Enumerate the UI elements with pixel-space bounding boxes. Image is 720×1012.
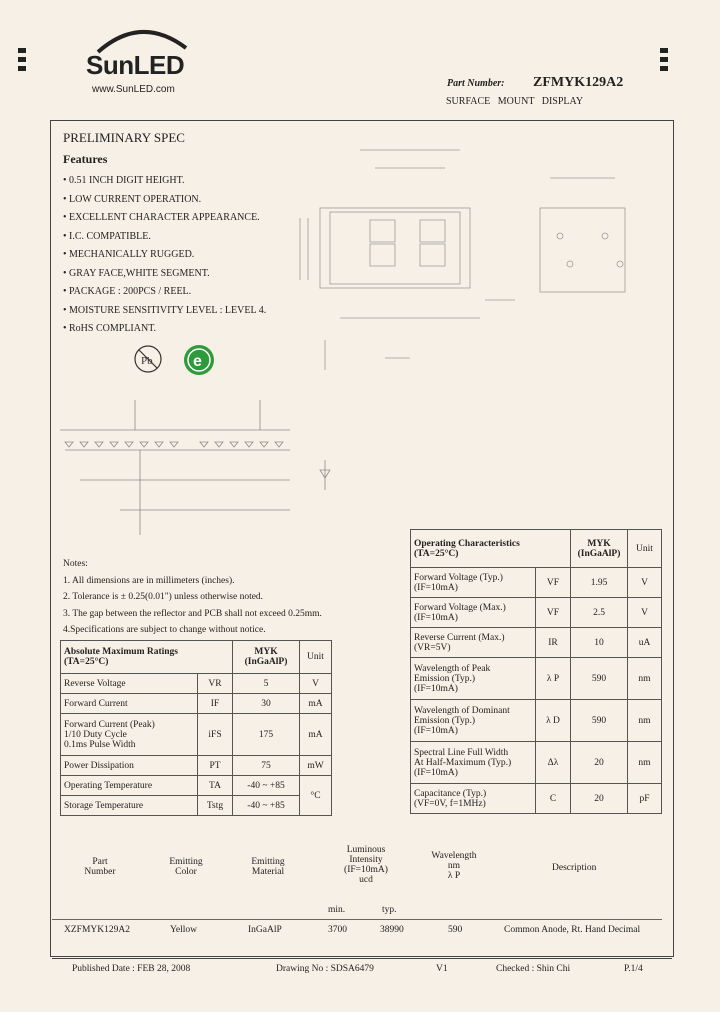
- row-description: Common Anode, Rt. Hand Decimal: [504, 925, 641, 935]
- svg-text:Pb: Pb: [141, 355, 153, 367]
- product-subtitle: SURFACE MOUNT DISPLAY: [446, 96, 584, 107]
- dimension-drawing-svg: [300, 140, 670, 380]
- spec-title: PRELIMINARY SPEC: [63, 130, 185, 145]
- row-color: Yellow: [170, 925, 198, 935]
- note-item: 2. Tolerance is ± 0.25(0.01") unless otherwise noted.: [63, 592, 264, 602]
- operating-characteristics-table: [410, 529, 662, 814]
- feature-item: • I.C. COMPATIBLE.: [63, 230, 151, 242]
- brand-url: www.SunLED.com: [92, 84, 175, 95]
- notes-block: [63, 556, 322, 639]
- features-title: Features: [63, 152, 108, 166]
- row-part-number: XZFMYK129A2: [64, 925, 130, 935]
- table-header-cell: Unit: [628, 530, 662, 568]
- feature-item: • RoHS COMPLIANT.: [63, 323, 157, 334]
- table-row: Operating Temperature TA -40 ~ +85 °C: [61, 776, 332, 796]
- circuit-diagram: [60, 390, 360, 555]
- note-item: 4.Specifications are subject to change without notice.: [63, 625, 266, 635]
- note-item: 3. The gap between the reflector and PCB shall not exceed 0.25mm.: [63, 608, 322, 619]
- row-wavelength: 590: [448, 925, 463, 935]
- drawing-number: Drawing No : SDSA6479: [276, 964, 374, 974]
- table-header-row: [411, 530, 662, 568]
- col-description-header: Description: [552, 863, 597, 873]
- table-row: Storage Temperature Tstg -40 ~ +85: [61, 796, 332, 816]
- table-row: Wavelength of Dominant Emission (Typ.) (IF=10mA) λ D 590 nm: [411, 700, 662, 742]
- notes-title: Notes:: [63, 559, 88, 569]
- table-header-cell: Absolute Maximum Ratings (TA=25°C): [61, 641, 233, 674]
- table-row: Spectral Line Full Width At Half-Maximum (Typ.) (IF=10mA) Δλ 20 nm: [411, 742, 662, 784]
- absolute-max-ratings-table: [60, 640, 332, 816]
- sunled-logo: [86, 22, 196, 82]
- table-row: Forward Voltage (Typ.) (IF=10mA) VF 1.95 V: [411, 568, 662, 598]
- rohs-badge: [182, 343, 216, 377]
- part-info-table: [52, 845, 672, 941]
- feature-item: • MOISTURE SENSITIVITY LEVEL : LEVEL 4.: [63, 304, 267, 316]
- table-row: Capacitance (Typ.) (VF=0V, f=1MHz) C 20 pF: [411, 784, 662, 814]
- min-label: min.: [328, 905, 346, 915]
- col-color-header: Emitting Color: [169, 857, 203, 877]
- page-number: P.1/4: [624, 964, 643, 974]
- features-list: [63, 172, 266, 339]
- table-row: Wavelength of Peak Emission (Typ.) (IF=10mA) λ P 590 nm: [411, 658, 662, 700]
- pb-free-icon: [133, 344, 163, 374]
- table-header-cell: Unit: [300, 641, 332, 674]
- circuit-diagram-svg: [60, 390, 360, 550]
- row-typ: 38990: [380, 925, 404, 935]
- part-number-label: Part Number:: [447, 78, 505, 89]
- published-date: Published Date : FEB 28, 2008: [72, 964, 191, 974]
- feature-item: • 0.51 INCH DIGIT HEIGHT.: [63, 175, 185, 186]
- col-luminous-header: Luminous Intensity (IF=10mA) ucd: [344, 845, 388, 885]
- pb-free-badge: [133, 344, 163, 374]
- table-row: Reverse Voltage VR 5 V: [61, 674, 332, 694]
- table-divider: [52, 919, 662, 920]
- svg-text:e: e: [193, 353, 202, 370]
- note-item: 1. All dimensions are in millimeters (inches).: [63, 575, 235, 586]
- col-material-header: Emitting Material: [251, 857, 285, 877]
- feature-item: • GRAY FACE,WHITE SEGMENT.: [63, 267, 210, 279]
- table-row: Forward Current (Peak) 1/10 Duty Cycle 0.1ms Pulse Width iFS 175 mA: [61, 714, 332, 756]
- table-header-cell: Operating Characteristics (TA=25°C): [411, 530, 571, 568]
- rohs-leaf-icon: [182, 343, 216, 377]
- feature-item: • PACKAGE : 200PCS / REEL.: [63, 286, 192, 297]
- right-edge-marks: [660, 48, 668, 75]
- row-min: 3700: [328, 925, 347, 935]
- col-part-header: Part Number: [84, 857, 116, 877]
- feature-item: • LOW CURRENT OPERATION.: [63, 193, 202, 205]
- feature-item: • MECHANICALLY RUGGED.: [63, 249, 195, 260]
- table-row: Reverse Current (Max.) (VR=5V) IR 10 uA: [411, 628, 662, 658]
- table-header-cell: MYK (InGaAlP): [233, 641, 300, 674]
- table-header-row: [61, 641, 332, 674]
- typ-label: typ.: [382, 905, 397, 915]
- footer-divider: [52, 958, 672, 959]
- part-number: ZFMYK129A2: [533, 75, 624, 90]
- package-dimension-drawing: [300, 140, 670, 385]
- checked-by: Checked : Shin Chi: [496, 964, 571, 974]
- table-header-cell: MYK (InGaAlP): [571, 530, 628, 568]
- table-row: Forward Current IF 30 mA: [61, 694, 332, 714]
- col-wavelength-header: Wavelength nm λ P: [431, 851, 477, 881]
- row-material: InGaAlP: [248, 925, 282, 935]
- feature-item: • EXCELLENT CHARACTER APPEARANCE.: [63, 212, 260, 223]
- brand-name: SunLED: [86, 50, 185, 80]
- table-row: Forward Voltage (Max.) (IF=10mA) VF 2.5 V: [411, 598, 662, 628]
- version: V1: [436, 964, 448, 974]
- left-edge-marks: [18, 48, 26, 75]
- table-row: Power Dissipation PT 75 mW: [61, 756, 332, 776]
